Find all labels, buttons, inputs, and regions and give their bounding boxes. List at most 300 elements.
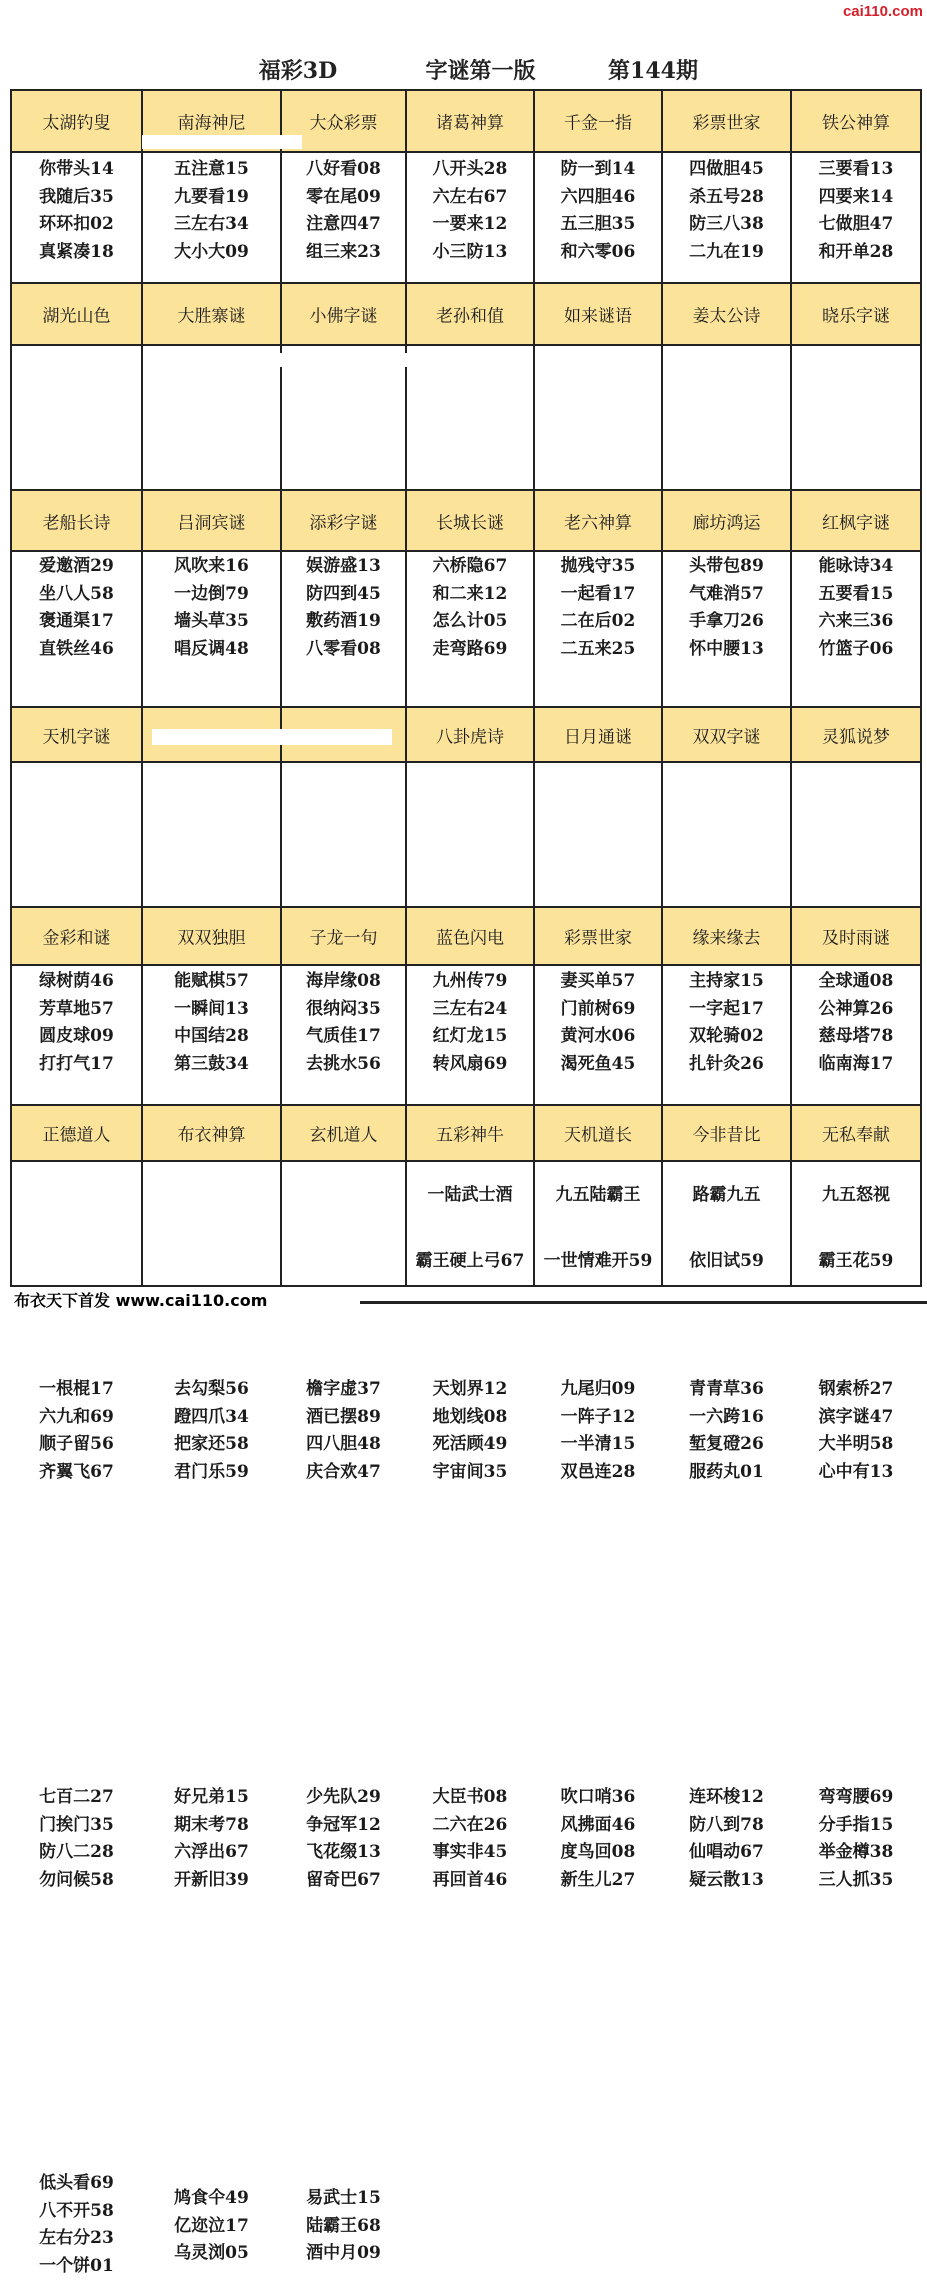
riddle-line: 渴死鱼45 (561, 1051, 636, 1079)
riddle-line: 六来三36 (819, 608, 894, 636)
riddle-line: 双邑连28 (561, 1459, 636, 1487)
riddle-cell (143, 966, 282, 1104)
riddle-lines (792, 156, 920, 266)
header-cell (12, 284, 143, 344)
riddle-cell (535, 763, 663, 906)
riddle-line: 走弯路69 (433, 636, 508, 664)
riddle-line: 七做胆47 (819, 211, 894, 239)
riddle-lines (407, 1182, 533, 1275)
riddle-line: 大臣书08 (433, 1784, 508, 1812)
author-name: 廊坊鸿运 (663, 508, 790, 533)
riddle-cell (143, 153, 282, 282)
riddle-lines (663, 1376, 790, 1486)
riddle-cell (792, 346, 920, 489)
riddle-line: 陆霸王68 (306, 2213, 381, 2241)
riddle-line: 庆合欢47 (306, 1459, 381, 1487)
riddle-line: 芳草地57 (39, 996, 114, 1024)
riddle-line: 一起看17 (561, 581, 636, 609)
riddle-line: 分手指15 (819, 1812, 894, 1840)
header-cell (663, 284, 792, 344)
riddle-line: 滨字谜47 (819, 1404, 894, 1432)
header-cell (663, 1106, 792, 1160)
header-cell (535, 708, 663, 761)
author-name: 玄机道人 (282, 1121, 405, 1146)
riddle-line: 怀中腰13 (689, 636, 764, 664)
riddle-line: 堑复磴26 (689, 1431, 764, 1459)
riddle-line: 临南海17 (819, 1051, 894, 1079)
riddle-line: 去挑水56 (306, 1051, 381, 1079)
riddle-line: 三左右34 (174, 211, 249, 239)
riddle-line: 八不开58 (39, 2198, 114, 2226)
riddle-line: 一要来12 (433, 211, 508, 239)
riddle-line: 小三防13 (433, 239, 508, 267)
riddle-line: 拋残守35 (561, 553, 636, 581)
author-name: 长城长谜 (407, 508, 533, 533)
riddle-cell (792, 1162, 920, 1285)
riddle-line: 妻买单57 (561, 968, 636, 996)
riddle-line: 公神算26 (819, 996, 894, 1024)
riddle-board (10, 89, 922, 1287)
riddle-line: 争冠军12 (306, 1812, 381, 1840)
riddle-cell (282, 153, 407, 282)
riddle-line: 二六在26 (433, 1812, 508, 1840)
header-cell (407, 284, 535, 344)
riddle-line: 低头看69 (39, 2170, 114, 2198)
riddle-line: 能赋棋57 (174, 968, 249, 996)
riddle-lines (535, 1182, 661, 1275)
riddle-line: 期末考78 (174, 1812, 249, 1840)
riddle-line: 防八到78 (689, 1812, 764, 1840)
riddle-line: 扎针灸26 (689, 1051, 764, 1079)
header-cell (282, 1106, 407, 1160)
header-cell (282, 908, 407, 964)
riddle-cell (12, 153, 143, 282)
riddle-line: 九五怒视 (822, 1182, 890, 1210)
scan-mask (252, 353, 422, 367)
riddle-lines (143, 1784, 280, 1894)
riddle-line: 九五陆霸王 (556, 1182, 641, 1210)
author-name: 姜太公诗 (663, 302, 790, 327)
riddle-line: 六四胆46 (561, 184, 636, 212)
riddle-line: 大半明58 (819, 1431, 894, 1459)
riddle-cell (407, 966, 535, 1104)
author-name: 铁公神算 (792, 109, 920, 134)
scan-mask (142, 135, 302, 149)
author-name: 双双独胆 (143, 924, 280, 949)
header-cell (407, 1106, 535, 1160)
author-name: 湖光山色 (12, 302, 141, 327)
riddle-line: 钢索桥27 (819, 1376, 894, 1404)
riddle-line: 霸王花59 (819, 1248, 894, 1276)
riddle-line: 防三八38 (689, 211, 764, 239)
riddle-lines (143, 156, 280, 266)
riddle-line: 环环扣02 (39, 211, 114, 239)
header-cell (792, 708, 920, 761)
riddle-lines (12, 1784, 141, 1894)
riddle-line: 仙唱动67 (689, 1839, 764, 1867)
riddle-cell (12, 346, 143, 489)
riddle-line: 疑云散13 (689, 1867, 764, 1895)
riddle-line: 乌灵浏05 (174, 2240, 249, 2268)
riddle-line: 青青草36 (689, 1376, 764, 1404)
riddle-cell (12, 1162, 143, 1285)
riddle-line: 六浮出67 (174, 1839, 249, 1867)
header-row (12, 706, 920, 763)
header-row (12, 282, 920, 346)
riddle-line: 绿树荫46 (39, 968, 114, 996)
header-row (12, 906, 920, 966)
riddle-line: 齐翼飞67 (39, 1459, 114, 1487)
riddle-cell (143, 552, 282, 706)
riddle-line: 七百二27 (39, 1784, 114, 1812)
page-title (0, 54, 927, 85)
riddle-cell (407, 763, 535, 906)
riddle-line: 敷药酒19 (306, 608, 381, 636)
riddle-lines (663, 1784, 790, 1894)
riddle-cell (407, 552, 535, 706)
riddle-line: 举金樽38 (819, 1839, 894, 1867)
lottery-name: 福彩3D (203, 54, 393, 85)
riddle-line: 六左右67 (433, 184, 508, 212)
riddle-lines (792, 1784, 920, 1894)
header-row (12, 1104, 920, 1162)
author-name: 南海神尼 (143, 109, 280, 134)
riddle-cell (663, 763, 792, 906)
riddle-cell (663, 153, 792, 282)
riddle-line: 一陆武士酒 (428, 1182, 513, 1210)
riddle-line: 竹篮子06 (819, 636, 894, 664)
header-cell (792, 908, 920, 964)
riddle-line: 二五来25 (561, 636, 636, 664)
riddle-line: 六九和69 (39, 1404, 114, 1432)
riddle-line: 路霸九五 (693, 1182, 761, 1210)
author-name: 缘来缘去 (663, 924, 790, 949)
author-name: 吕洞宾谜 (143, 508, 280, 533)
riddle-line: 海岸缘08 (306, 968, 381, 996)
riddle-line: 开新旧39 (174, 1867, 249, 1895)
riddle-line: 墙头草35 (174, 608, 249, 636)
author-name: 日月通谜 (535, 722, 661, 747)
riddle-lines (282, 156, 405, 266)
riddle-cell (282, 552, 407, 706)
riddle-line: 坐八人58 (39, 581, 114, 609)
author-name: 布衣神算 (143, 1121, 280, 1146)
riddle-line: 酒已摆89 (306, 1404, 381, 1432)
riddle-line: 防一到14 (561, 156, 636, 184)
riddle-cell (143, 1162, 282, 1285)
riddle-line: 八开头28 (433, 156, 508, 184)
riddle-line: 四八胆48 (306, 1431, 381, 1459)
riddle-line: 娱游盛13 (306, 553, 381, 581)
riddle-line: 勿问候58 (39, 1867, 114, 1895)
riddle-line: 去勾梨56 (174, 1376, 249, 1404)
header-cell (792, 1106, 920, 1160)
riddle-cell (663, 966, 792, 1104)
riddle-cell (282, 966, 407, 1104)
riddle-cell (792, 966, 920, 1104)
riddle-cell (143, 763, 282, 906)
scan-mask (152, 729, 392, 745)
riddle-cell (407, 153, 535, 282)
riddle-line: 二九在19 (689, 239, 764, 267)
riddle-line: 一阵子12 (561, 1404, 636, 1432)
footer-divider (360, 1301, 927, 1304)
riddle-line: 和二来12 (433, 581, 508, 609)
riddle-cell (535, 966, 663, 1104)
header-cell (407, 491, 535, 550)
riddle-line: 防四到45 (306, 581, 381, 609)
riddle-line: 门挨门35 (39, 1812, 114, 1840)
riddle-cell (535, 153, 663, 282)
riddle-line: 你带头14 (39, 156, 114, 184)
riddle-line: 风拂面46 (561, 1812, 636, 1840)
riddle-cell (407, 346, 535, 489)
riddle-line: 爱邀酒29 (39, 553, 114, 581)
riddle-line: 直铁丝46 (39, 636, 114, 664)
riddle-line: 我随后35 (39, 184, 114, 212)
riddle-line: 和六零06 (561, 239, 636, 267)
riddle-line: 六桥隐67 (433, 553, 508, 581)
riddle-cell (407, 1162, 535, 1285)
riddle-line: 吹口哨36 (561, 1784, 636, 1812)
riddle-line: 新生儿27 (561, 1867, 636, 1895)
riddle-line: 红灯龙15 (433, 1023, 508, 1051)
riddle-line: 三左右24 (433, 996, 508, 1024)
riddle-cell (282, 346, 407, 489)
riddle-line: 门前树69 (561, 996, 636, 1024)
riddle-line: 九尾归09 (561, 1376, 636, 1404)
riddle-lines (792, 1182, 920, 1275)
author-name: 小佛字谜 (282, 302, 405, 327)
footer-text: 布衣天下首发 www.cai110.com (14, 1288, 267, 1311)
riddle-line: 少先队29 (306, 1784, 381, 1812)
author-name: 天机字谜 (12, 722, 141, 747)
author-name: 蓝色闪电 (407, 924, 533, 949)
riddle-line: 防八二28 (39, 1839, 114, 1867)
author-name: 老船长诗 (12, 508, 141, 533)
riddle-line: 鸠食仐49 (174, 2185, 249, 2213)
riddle-lines (282, 1376, 405, 1486)
riddle-lines (792, 1376, 920, 1486)
author-name: 如来谜语 (535, 302, 661, 327)
riddle-line: 天划界12 (433, 1376, 508, 1404)
author-name: 老孙和值 (407, 302, 533, 327)
riddle-line: 留奇巴67 (306, 1867, 381, 1895)
riddle-line: 君门乐59 (174, 1459, 249, 1487)
riddle-line: 真紧凑18 (39, 239, 114, 267)
author-name: 双双字谜 (663, 722, 790, 747)
riddle-line: 一字起17 (689, 996, 764, 1024)
riddle-line: 三要看13 (819, 156, 894, 184)
header-cell (143, 284, 282, 344)
riddle-line: 手拿刀26 (689, 608, 764, 636)
riddle-line: 五注意15 (174, 156, 249, 184)
header-cell (143, 908, 282, 964)
riddle-line: 八零看08 (306, 636, 381, 664)
riddle-cell (12, 966, 143, 1104)
riddle-line: 一边倒79 (174, 581, 249, 609)
riddle-lines (143, 1376, 280, 1486)
riddle-line: 依旧试59 (689, 1248, 764, 1276)
header-cell (407, 91, 535, 151)
header-cell (12, 908, 143, 964)
riddle-line: 主持家15 (689, 968, 764, 996)
riddle-line: 服药丸01 (689, 1459, 764, 1487)
riddle-line: 四做胆45 (689, 156, 764, 184)
author-name: 大胜寨谜 (143, 302, 280, 327)
riddle-line: 三人抓35 (819, 1867, 894, 1895)
riddle-line: 檐字虚37 (306, 1376, 381, 1404)
riddle-line: 转风扇69 (433, 1051, 508, 1079)
header-cell (663, 908, 792, 964)
riddle-line: 事实非45 (433, 1839, 508, 1867)
riddle-line: 气质佳17 (306, 1023, 381, 1051)
header-cell (535, 91, 663, 151)
author-name: 老六神算 (535, 508, 661, 533)
riddle-line: 左右分23 (39, 2225, 114, 2253)
riddle-line: 怎么计05 (433, 608, 508, 636)
riddle-lines (407, 1784, 533, 1894)
header-cell (143, 1106, 282, 1160)
riddle-line: 酒中月09 (306, 2240, 381, 2268)
author-name: 添彩字谜 (282, 508, 405, 533)
riddle-line: 霸王硬上弓67 (416, 1248, 525, 1276)
riddle-lines (535, 1376, 661, 1486)
riddle-line: 五要看15 (819, 581, 894, 609)
header-cell (663, 708, 792, 761)
riddle-lines (663, 1182, 790, 1275)
author-name: 彩票世家 (535, 924, 661, 949)
author-name: 正德道人 (12, 1121, 141, 1146)
riddle-lines (407, 1376, 533, 1486)
riddle-cell (282, 1162, 407, 1285)
riddle-line: 飞花缀13 (306, 1839, 381, 1867)
riddle-line: 注意四47 (306, 211, 381, 239)
riddle-lines (282, 2185, 405, 2268)
riddle-line: 再回首46 (433, 1867, 508, 1895)
author-name: 晓乐字谜 (792, 302, 920, 327)
riddle-cell (12, 763, 143, 906)
header-cell (407, 908, 535, 964)
riddle-lines (407, 156, 533, 266)
header-cell (535, 1106, 663, 1160)
riddle-lines (535, 156, 661, 266)
riddle-lines (535, 1784, 661, 1894)
riddle-lines (143, 2185, 280, 2268)
riddle-cell (535, 1162, 663, 1285)
author-name: 红枫字谜 (792, 508, 920, 533)
header-cell (792, 91, 920, 151)
header-cell (12, 91, 143, 151)
header-cell (12, 1106, 143, 1160)
riddle-line: 宇宙间35 (433, 1459, 508, 1487)
riddle-line: 一个饼01 (39, 2253, 114, 2280)
riddle-line: 头带包89 (689, 553, 764, 581)
riddle-line: 好兄弟15 (174, 1784, 249, 1812)
riddle-lines (12, 156, 141, 266)
edition-name: 字谜第一版 (393, 54, 568, 85)
header-cell (535, 908, 663, 964)
riddle-line: 弯弯腰69 (819, 1784, 894, 1812)
author-name: 千金一指 (535, 109, 661, 134)
header-cell (535, 284, 663, 344)
riddle-line: 九州传79 (433, 968, 508, 996)
header-cell (282, 284, 407, 344)
riddle-line: 第三鼓34 (174, 1051, 249, 1079)
author-name: 及时雨谜 (792, 924, 920, 949)
riddle-line: 亿迩泣17 (174, 2213, 249, 2241)
site-brand: cai110.com (843, 3, 923, 20)
author-name: 无私奉献 (792, 1121, 920, 1146)
author-name: 子龙一句 (282, 924, 405, 949)
riddle-lines (12, 2170, 141, 2280)
riddle-line: 慈母塔78 (819, 1023, 894, 1051)
header-cell (143, 491, 282, 550)
header-cell (12, 491, 143, 550)
riddle-lines (12, 1376, 141, 1486)
header-cell (12, 708, 143, 761)
riddle-lines (663, 156, 790, 266)
riddle-line: 顺子留56 (39, 1431, 114, 1459)
author-name: 今非昔比 (663, 1121, 790, 1146)
riddle-line: 易武士15 (306, 2185, 381, 2213)
riddle-line: 全球通08 (819, 968, 894, 996)
riddle-line: 中国结28 (174, 1023, 249, 1051)
riddle-cell (535, 552, 663, 706)
riddle-line: 能咏诗34 (819, 553, 894, 581)
riddle-line: 一根棍17 (39, 1376, 114, 1404)
riddle-cell (282, 763, 407, 906)
header-cell (535, 491, 663, 550)
header-cell (663, 91, 792, 151)
riddle-line: 五三胆35 (561, 211, 636, 239)
riddle-cell (12, 552, 143, 706)
riddle-cell (663, 552, 792, 706)
riddle-line: 黄河水06 (561, 1023, 636, 1051)
riddle-line: 唱反调48 (174, 636, 249, 664)
header-row (12, 489, 920, 552)
riddle-line: 蹬四爪34 (174, 1404, 249, 1432)
riddle-line: 打打气17 (39, 1051, 114, 1079)
riddle-line: 度鸟回08 (561, 1839, 636, 1867)
riddle-line: 零在尾09 (306, 184, 381, 212)
author-name: 大众彩票 (282, 109, 405, 134)
riddle-line: 圆皮球09 (39, 1023, 114, 1051)
riddle-line: 风吹来16 (174, 553, 249, 581)
riddle-line: 连环梭12 (689, 1784, 764, 1812)
riddle-line: 八好看08 (306, 156, 381, 184)
riddle-cell (792, 552, 920, 706)
footer (0, 1287, 927, 1310)
riddle-line: 地划线08 (433, 1404, 508, 1432)
riddle-lines (282, 1784, 405, 1894)
author-name: 五彩神牛 (407, 1121, 533, 1146)
riddle-line: 二在后02 (561, 608, 636, 636)
riddle-line: 一瞬间13 (174, 996, 249, 1024)
riddle-line: 九要看19 (174, 184, 249, 212)
header-cell (792, 491, 920, 550)
riddle-line: 四要来14 (819, 184, 894, 212)
riddle-line: 把家还58 (174, 1431, 249, 1459)
header-cell (792, 284, 920, 344)
author-name: 诸葛神算 (407, 109, 533, 134)
riddle-cell (143, 346, 282, 489)
riddle-cell (663, 1162, 792, 1285)
riddle-line: 双轮骑02 (689, 1023, 764, 1051)
author-name: 八卦虎诗 (407, 722, 533, 747)
riddle-line: 很纳闷35 (306, 996, 381, 1024)
header-cell (663, 491, 792, 550)
